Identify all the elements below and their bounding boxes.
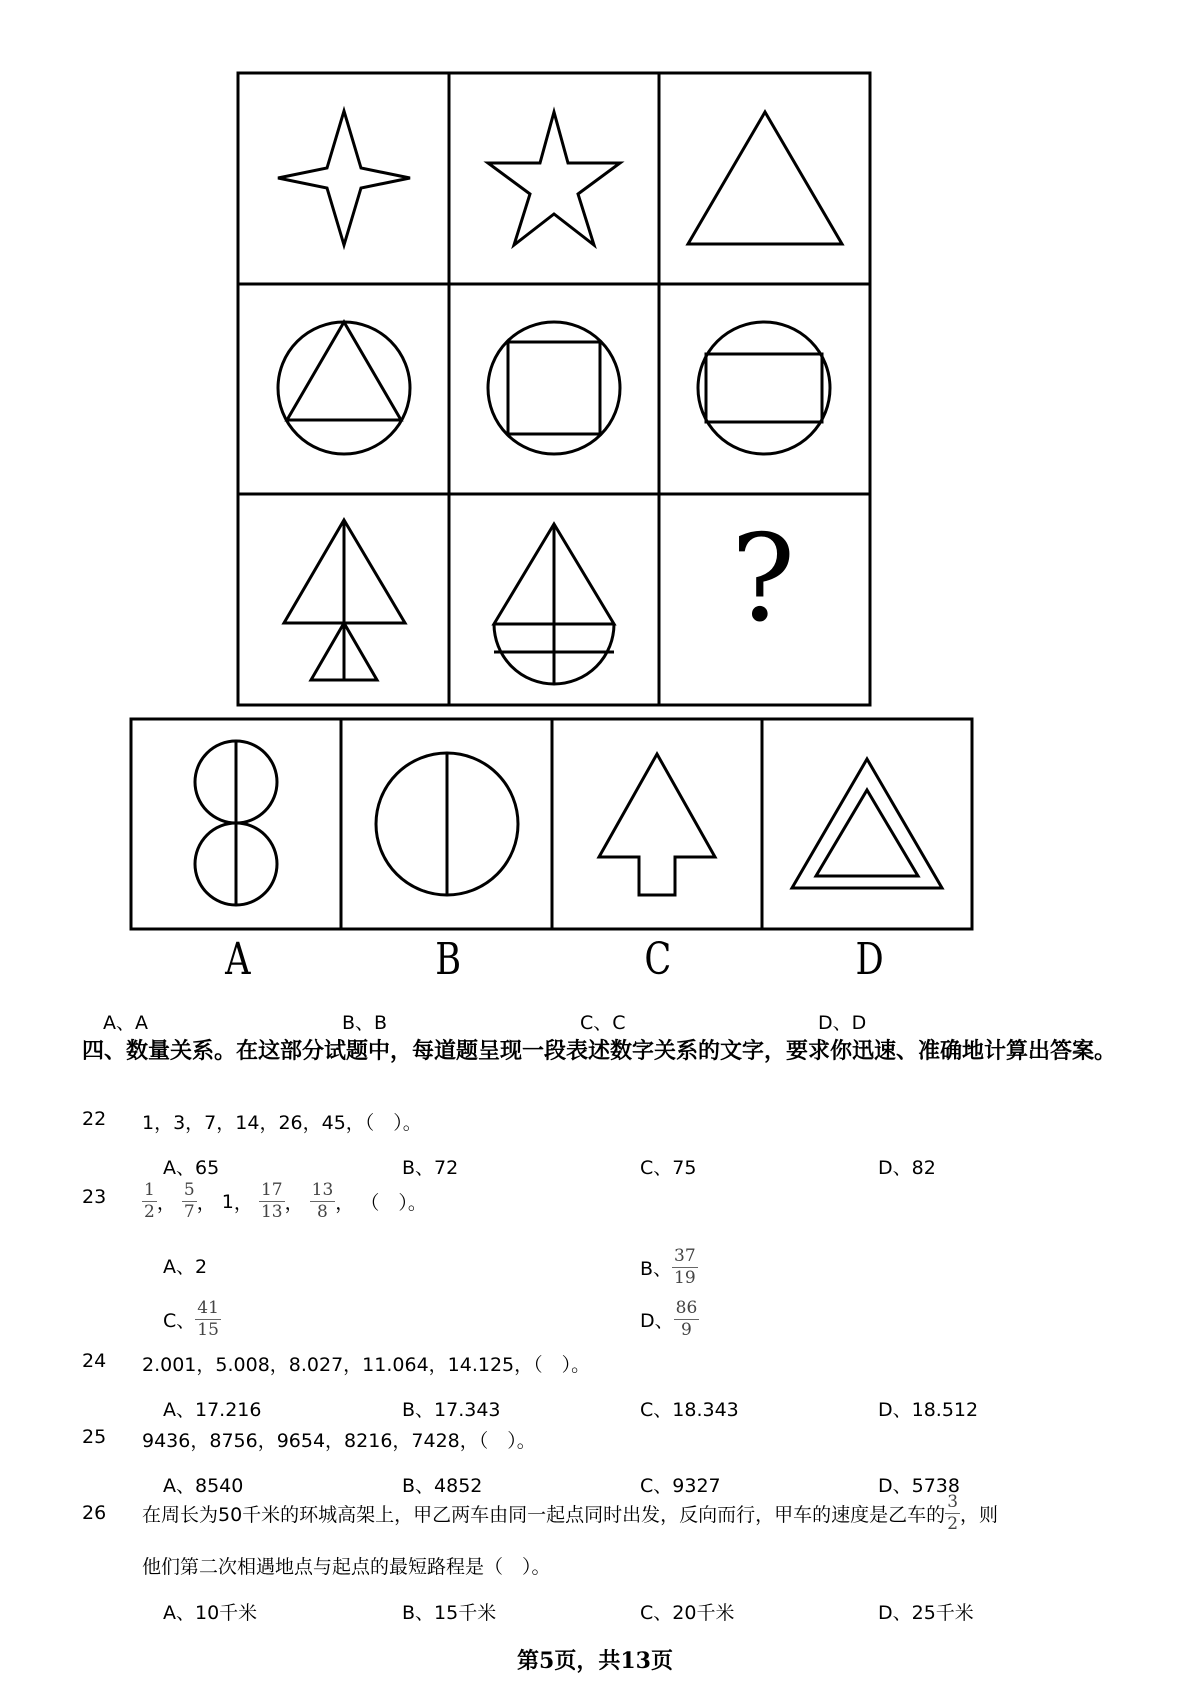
q25-text: 9436，8756，9654，8216，7428，（ ）。	[142, 1430, 536, 1452]
five-point-star-icon	[488, 112, 620, 245]
q25-option-d[interactable]: D、5738	[878, 1475, 960, 1497]
q22-option-a[interactable]: A、65	[163, 1157, 220, 1179]
question-mark: ?	[730, 510, 796, 649]
circle-inscribed-triangle-icon	[278, 322, 410, 454]
q26-text-line1: 在周长为50千米的环城高架上，甲乙两车由同一起点同时出发，反向而行，甲车的速度是乙车的 $\frac{3}{2}$ ，则	[142, 1492, 999, 1534]
q23-sequence: $\frac{1}{2}$ ， $\frac{5}{7}$ ， 1 ， $\frac{17}{13}$ ， $\frac{13}{8}$ ， （ ）。	[144, 1180, 427, 1222]
q22-number: 22	[82, 1108, 107, 1130]
q26-option-c[interactable]: C、20千米	[640, 1602, 735, 1624]
q21-option-d[interactable]: D、D	[818, 1012, 867, 1034]
four-point-star-icon	[278, 111, 410, 245]
q24-number: 24	[82, 1350, 107, 1372]
q23-option-b[interactable]: B、 $\frac{37}{19}$	[640, 1246, 696, 1288]
q26-option-a[interactable]: A、10千米	[163, 1602, 258, 1624]
q23-option-c[interactable]: C、 $\frac{41}{15}$	[163, 1298, 219, 1340]
q21-option-a[interactable]: A、A	[103, 1012, 148, 1034]
q25-option-b[interactable]: B、4852	[402, 1475, 483, 1497]
q24-option-b[interactable]: B、17.343	[402, 1399, 501, 1421]
option-c-figure	[599, 754, 715, 895]
option-b-figure	[376, 753, 518, 895]
q22-option-d[interactable]: D、82	[878, 1157, 936, 1179]
circle-inscribed-rectangle-icon	[698, 322, 830, 454]
answer-letter-a: A	[225, 934, 251, 985]
q21-option-b[interactable]: B、B	[342, 1012, 388, 1034]
q23-frac-2: $\frac{5}{7}$	[183, 1180, 195, 1222]
q22-text: 1，3，7，14，26，45，（ ）。	[142, 1112, 422, 1134]
option-d-figure	[792, 759, 942, 888]
circle-inscribed-square-icon	[488, 322, 620, 454]
q25-option-c[interactable]: C、9327	[640, 1475, 721, 1497]
page-footer: 第5页，共13页	[517, 1648, 673, 1674]
q24-option-d[interactable]: D、18.512	[878, 1399, 979, 1421]
q23-frac-1: $\frac{1}{2}$	[144, 1180, 155, 1222]
triangle-icon	[688, 112, 842, 244]
q23-number: 23	[82, 1186, 107, 1208]
q22-option-c[interactable]: C、75	[640, 1157, 697, 1179]
q26-text-line2: 他们第二次相遇地点与起点的最短路程是（ ）。	[142, 1556, 551, 1578]
section4-title: 四、数量关系。在这部分试题中，每道题呈现一段表述数字关系的文字，要求你迅速、准确地计算出答案。	[82, 1039, 1117, 1064]
q26-frac: $\frac{3}{2}$	[947, 1492, 959, 1534]
q22-option-b[interactable]: B、72	[402, 1157, 459, 1179]
triangle-semicircle-icon	[494, 524, 614, 684]
q26-number: 26	[82, 1502, 107, 1524]
q26-option-b[interactable]: B、15千米	[402, 1602, 497, 1624]
option-a-figure	[195, 741, 277, 905]
q24-text: 2.001，5.008，8.027，11.064，14.125，（ ）。	[142, 1354, 591, 1376]
q23-frac-4: $\frac{13}{8}$	[311, 1180, 334, 1222]
q24-option-c[interactable]: C、18.343	[640, 1399, 739, 1421]
q25-number: 25	[82, 1426, 107, 1448]
q23-option-a[interactable]: A、2	[163, 1256, 208, 1278]
q25-option-a[interactable]: A、8540	[163, 1475, 244, 1497]
answer-letter-d: D	[855, 934, 884, 985]
q26-option-d[interactable]: D、25千米	[878, 1602, 974, 1624]
answer-letter-b: B	[435, 934, 462, 985]
q23-option-d[interactable]: D、 $\frac{86}{9}$	[640, 1298, 698, 1340]
q24-option-a[interactable]: A、17.216	[163, 1399, 262, 1421]
stacked-triangles-icon	[284, 520, 405, 680]
q23-frac-3: $\frac{17}{13}$	[260, 1180, 283, 1222]
answer-letter-c: C	[644, 934, 672, 985]
q21-option-c[interactable]: C、C	[580, 1012, 626, 1034]
